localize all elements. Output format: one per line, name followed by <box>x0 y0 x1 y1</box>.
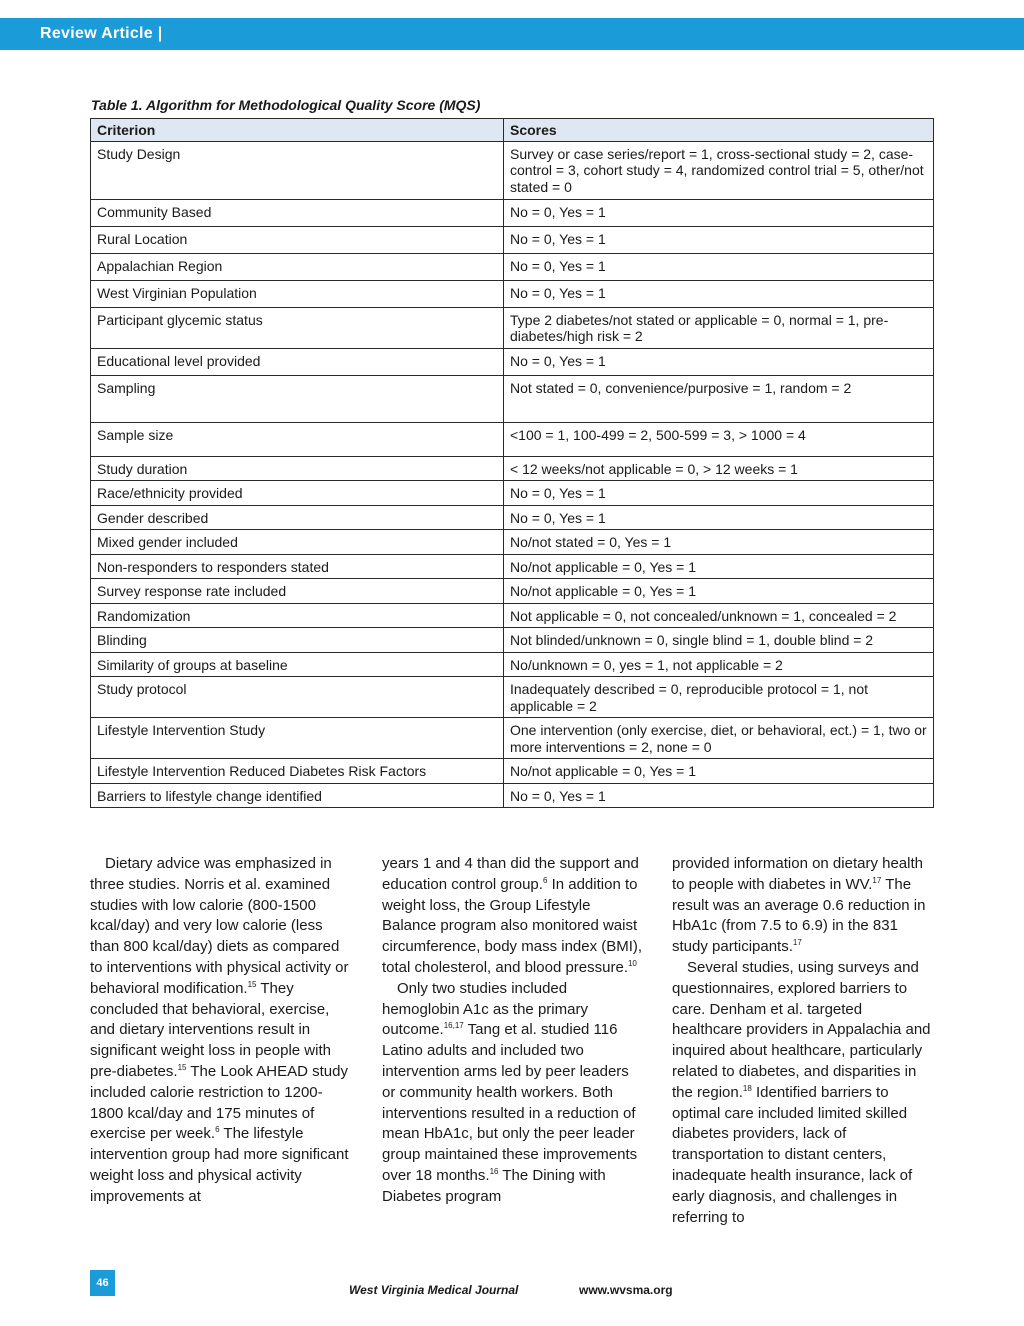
table-row <box>91 759 934 784</box>
criterion-cell: Appalachian Region <box>91 253 504 280</box>
criterion-cell: Race/ethnicity provided <box>91 481 504 506</box>
score-cell: No = 0, Yes = 1 <box>504 253 934 280</box>
text-run: The result was an average 0.6 reduction in HbA1c (from 7.5 to 6.9) in the 831 study participants. <box>672 875 926 956</box>
citation-ref: 17 <box>872 875 882 885</box>
score-cell: Not blinded/unknown = 0, single blind = 1, double blind = 2 <box>504 628 934 653</box>
criterion-cell: Gender described <box>91 505 504 530</box>
criterion-cell: Randomization <box>91 603 504 628</box>
score-cell: < 12 weeks/not applicable = 0, > 12 weeks = 1 <box>504 456 934 481</box>
table-row <box>91 456 934 481</box>
text-run: provided information on dietary health to people with diabetes in WV. <box>672 855 923 893</box>
criterion-cell: Lifestyle Intervention Reduced Diabetes Risk Factors <box>91 759 504 784</box>
score-cell: No = 0, Yes = 1 <box>504 199 934 226</box>
text-run: The lifestyle intervention group had more significant weight loss and physical activity improvements at <box>90 1125 349 1205</box>
text-run: Identified barriers to optimal care included limited skilled diabetes providers, lack of transportation to distant centers, inadequate health insurance, lack of early diagnosis, and challenges in referring to <box>672 1083 913 1226</box>
journal-name: West Virginia Medical Journal <box>349 1283 519 1297</box>
table-row <box>91 579 934 604</box>
criterion-cell: Similarity of groups at baseline <box>91 652 504 677</box>
table-row <box>91 505 934 530</box>
score-cell: No = 0, Yes = 1 <box>504 226 934 253</box>
text-run: The Dining with Diabetes program <box>382 1166 606 1205</box>
table-header-row <box>91 119 934 142</box>
score-cell: No/not stated = 0, Yes = 1 <box>504 530 934 555</box>
paragraph <box>672 958 934 1228</box>
criterion-cell: Survey response rate included <box>91 579 504 604</box>
citation-ref: 18 <box>742 1083 752 1093</box>
score-cell: Inadequately described = 0, reproducible protocol = 1, not applicable = 2 <box>504 677 934 718</box>
table-row <box>91 226 934 253</box>
body-column-3 <box>672 854 934 1228</box>
citation-ref: 15 <box>177 1062 187 1072</box>
table-row <box>91 253 934 280</box>
score-cell: No = 0, Yes = 1 <box>504 783 934 808</box>
criterion-cell: Study protocol <box>91 677 504 718</box>
score-cell: Not stated = 0, convenience/purposive = 1, random = 2 <box>504 375 934 422</box>
text-run: Only two studies included hemoglobin A1c as the primary outcome. <box>382 979 588 1039</box>
score-cell: Survey or case series/report = 1, cross-sectional study = 2, case-control = 3, cohort study = 4, randomized control trial = 5, other/not stated = 0 <box>504 141 934 199</box>
citation-ref: 10 <box>627 958 637 968</box>
citation-ref: 15 <box>247 979 257 989</box>
citation-ref: 6 <box>215 1125 220 1135</box>
table-row <box>91 199 934 226</box>
table-row <box>91 481 934 506</box>
criterion-cell: Barriers to lifestyle change identified <box>91 783 504 808</box>
table-row <box>91 652 934 677</box>
score-cell: Type 2 diabetes/not stated or applicable = 0, normal = 1, pre-diabetes/high risk = 2 <box>504 307 934 348</box>
score-cell: No = 0, Yes = 1 <box>504 348 934 375</box>
criterion-cell: Blinding <box>91 628 504 653</box>
criterion-cell: Participant glycemic status <box>91 307 504 348</box>
criterion-cell: Non-responders to responders stated <box>91 554 504 579</box>
table-row <box>91 307 934 348</box>
table-row <box>91 783 934 808</box>
header-scores: Scores <box>504 119 934 142</box>
score-cell: No/not applicable = 0, Yes = 1 <box>504 554 934 579</box>
text-run: Dietary advice was emphasized in three studies. Norris et al. examined studies with low calorie (800-1500 kcal/day) and very low calorie (less than 800 kcal/day) diets as compared to interventions with physical activity or behavioral modification. <box>90 855 349 997</box>
criterion-cell: Lifestyle Intervention Study <box>91 718 504 759</box>
criterion-cell: Mixed gender included <box>91 530 504 555</box>
score-cell: Not applicable = 0, not concealed/unknown = 1, concealed = 2 <box>504 603 934 628</box>
page-number: 46 <box>90 1270 115 1296</box>
criterion-cell: Educational level provided <box>91 348 504 375</box>
table-row <box>91 280 934 307</box>
table-row <box>91 554 934 579</box>
criterion-cell: Study duration <box>91 456 504 481</box>
score-cell: No = 0, Yes = 1 <box>504 280 934 307</box>
score-cell: No = 0, Yes = 1 <box>504 505 934 530</box>
table-row <box>91 603 934 628</box>
criterion-cell: Study Design <box>91 141 504 199</box>
paragraph <box>382 854 644 979</box>
journal-url: www.wvsma.org <box>579 1283 673 1297</box>
table-row <box>91 530 934 555</box>
table-row <box>91 348 934 375</box>
header-bar <box>0 18 1024 50</box>
body-column-2 <box>382 854 644 1208</box>
text-run: In addition to weight loss, the Group Lifestyle Balance program also monitored waist circumference, body mass index (BMI), total cholesterol, and blood pressure. <box>382 875 643 976</box>
table-row <box>91 628 934 653</box>
body-column-1 <box>90 854 352 1208</box>
section-label: Review Article | <box>40 25 163 42</box>
text-run: The Look AHEAD study included calorie restriction to 1200-1800 kcal/day and 175 minutes of exercise per week. <box>90 1062 348 1143</box>
table-row <box>91 375 934 422</box>
criterion-cell: Sampling <box>91 375 504 422</box>
table-body <box>91 141 934 808</box>
criterion-cell: Sample size <box>91 422 504 456</box>
score-cell: No/not applicable = 0, Yes = 1 <box>504 579 934 604</box>
text-run: They concluded that behavioral, exercise, and dietary interventions result in significant weight loss in people with pre-diabetes. <box>90 979 331 1080</box>
criterion-cell: Community Based <box>91 199 504 226</box>
paragraph <box>382 979 644 1208</box>
table-row <box>91 718 934 759</box>
table-row <box>91 677 934 718</box>
score-cell: No = 0, Yes = 1 <box>504 481 934 506</box>
criterion-cell: West Virginian Population <box>91 280 504 307</box>
text-run: Tang et al. studied 116 Latino adults and included two intervention arms led by peer leaders or community health workers. Both interventions resulted in a reduction of mean HbA1c, but only the peer leader group maintained these improvements over 18 months. <box>382 1021 638 1184</box>
header-criterion: Criterion <box>91 119 504 142</box>
score-cell: No/unknown = 0, yes = 1, not applicable = 2 <box>504 652 934 677</box>
table-row <box>91 422 934 456</box>
score-cell: No/not applicable = 0, Yes = 1 <box>504 759 934 784</box>
paragraph <box>90 854 352 1208</box>
citation-ref: 6 <box>542 875 548 885</box>
score-cell: <100 = 1, 100-499 = 2, 500-599 = 3, > 1000 = 4 <box>504 422 934 456</box>
paragraph <box>672 854 934 958</box>
text-run: Several studies, using surveys and questionnaires, explored barriers to care. Denham et al. targeted healthcare providers in Appalachia and inquired about healthcare, particularly related to diabetes, and disparities in the region. <box>672 958 931 1101</box>
text-run: years 1 and 4 than did the support and education control group. <box>382 855 639 893</box>
table-row <box>91 141 934 199</box>
citation-ref: 16,17 <box>443 1021 464 1031</box>
citation-ref: 16 <box>489 1166 499 1176</box>
citation-ref: 17 <box>792 938 802 948</box>
criterion-cell: Rural Location <box>91 226 504 253</box>
score-cell: One intervention (only exercise, diet, or behavioral, ect.) = 1, two or more interventions = 2, none = 0 <box>504 718 934 759</box>
mqs-table <box>90 118 934 808</box>
table-caption: Table 1. Algorithm for Methodological Quality Score (MQS) <box>91 97 481 113</box>
